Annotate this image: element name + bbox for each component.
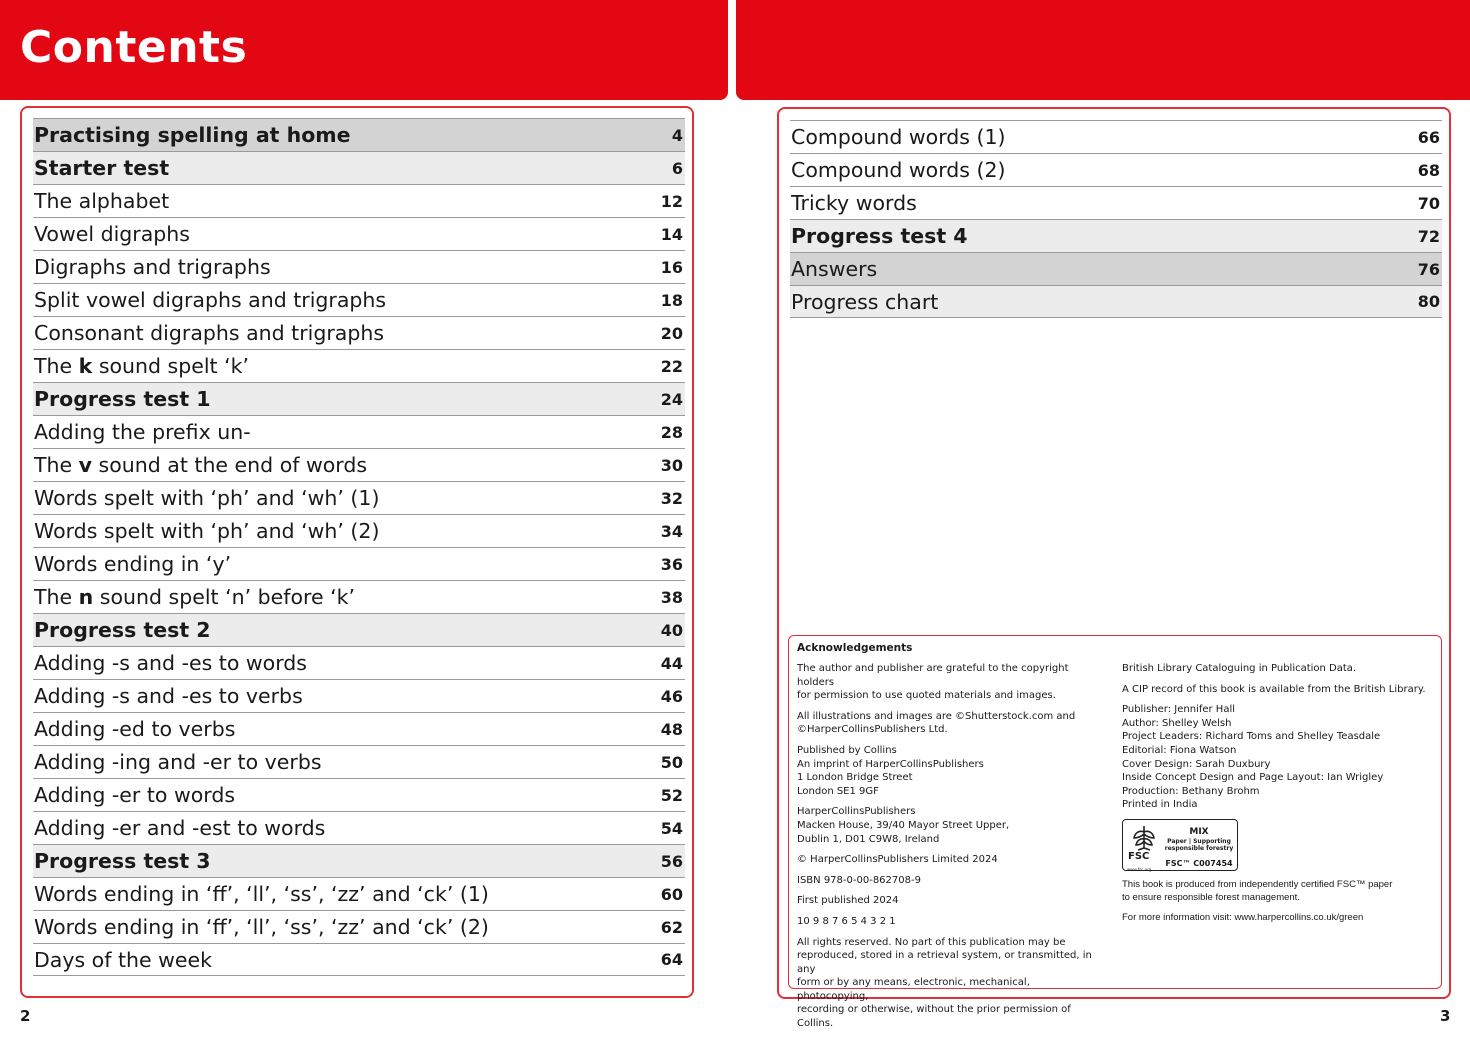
toc-entry — [790, 219, 1442, 252]
toc-entry — [33, 712, 685, 745]
toc-entry-title: The n sound spelt ‘n’ before ‘k’ — [34, 585, 356, 609]
toc-entry-title: The v sound at the end of words — [34, 453, 368, 477]
toc-entry-title: Adding -ed to verbs — [34, 717, 236, 741]
toc-entry-title: Adding -s and -es to words — [34, 651, 307, 675]
toc-entry-page: 72 — [1417, 226, 1440, 246]
toc-entry — [33, 349, 685, 382]
toc-entry — [33, 481, 685, 514]
toc-entry — [33, 646, 685, 679]
toc-entry-page: 34 — [660, 521, 683, 541]
toc-entry — [33, 118, 685, 151]
toc-list-left — [33, 118, 685, 976]
toc-entry-page: 80 — [1417, 292, 1440, 311]
toc-entry-page: 22 — [660, 356, 683, 376]
header-banner-right — [736, 0, 1470, 100]
toc-entry — [33, 283, 685, 316]
toc-entry-title: Words ending in ‘y’ — [34, 552, 232, 576]
toc-entry-title: Adding -er and -est to words — [34, 816, 326, 840]
acknowledgements-title: Acknowledgements — [797, 642, 913, 654]
toc-entry-page: 36 — [660, 554, 683, 574]
page-number-right: 3 — [1440, 1007, 1451, 1025]
contents-panel-right — [777, 107, 1451, 1030]
toc-entry-title: Practising spelling at home — [34, 123, 351, 147]
toc-entry-page: 62 — [660, 917, 683, 937]
toc-entry-title: Answers — [791, 257, 878, 281]
toc-entry-title: Starter test — [34, 156, 170, 180]
toc-entry-page: 60 — [660, 884, 683, 904]
toc-entry-page: 76 — [1417, 259, 1440, 279]
toc-entry — [33, 844, 685, 877]
toc-entry — [33, 448, 685, 481]
toc-entry-page: 24 — [660, 389, 683, 409]
toc-entry-title: Compound words (2) — [791, 158, 1006, 182]
toc-entry — [33, 382, 685, 415]
toc-entry-title: Adding the prefix un- — [34, 420, 251, 444]
toc-entry — [790, 120, 1442, 153]
toc-entry — [790, 186, 1442, 219]
ack-paragraph: ISBN 978-0-00-862708-9 — [797, 874, 921, 886]
toc-entry-title: Words spelt with ‘ph’ and ‘wh’ (2) — [34, 519, 380, 543]
toc-entry-page: 52 — [660, 785, 683, 805]
toc-entry-title: Words ending in ‘ff’, ‘ll’, ‘ss’, ‘zz’ and ‘ck’ (1) — [34, 882, 489, 906]
toc-entry — [33, 778, 685, 811]
toc-entry — [790, 252, 1442, 285]
toc-entry — [33, 745, 685, 778]
toc-list-right — [790, 120, 1442, 318]
toc-entry-page: 20 — [660, 323, 683, 343]
ack-paragraph: HarperCollinsPublishers Macken House, 39/40 Mayor Street Upper, Dublin 1, D01 C9W8, Ireland — [797, 806, 1010, 845]
toc-entry — [33, 580, 685, 613]
page-title: Contents — [20, 22, 248, 73]
toc-entry — [33, 811, 685, 844]
toc-entry-page: 56 — [660, 851, 683, 871]
toc-entry-page: 44 — [660, 653, 683, 673]
toc-entry — [790, 153, 1442, 186]
toc-entry-title: Days of the week — [34, 947, 212, 972]
fsc-label: FSC — [1128, 850, 1150, 862]
toc-entry-page: 48 — [660, 719, 683, 739]
toc-entry-page: 70 — [1417, 193, 1440, 213]
toc-entry-title: Words ending in ‘ff’, ‘ll’, ‘ss’, ‘zz’ and ‘ck’ (2) — [34, 915, 489, 939]
acknowledgements-box — [788, 635, 1442, 1030]
toc-entry-page: 64 — [660, 950, 683, 969]
toc-entry-title: Adding -s and -es to verbs — [34, 684, 303, 708]
toc-entry — [33, 877, 685, 910]
fsc-site: www.fsc.org — [1127, 866, 1152, 872]
ack-paragraph: British Library Cataloguing in Publication Data. — [1122, 663, 1357, 674]
toc-entry-page: 16 — [660, 257, 683, 277]
contents-panel-left — [20, 106, 694, 998]
toc-entry — [33, 679, 685, 712]
ack-paragraph: All rights reserved. No part of this publication may be reproduced, stored in a retrieval system, or transmitted, in any form or by any means, electronic, mechanical, photocopying, recording or otherwise, without the prior permission of Collins. — [797, 936, 1092, 1030]
toc-entry-page: 46 — [660, 686, 683, 706]
toc-entry-page: 66 — [1417, 127, 1440, 147]
toc-entry — [33, 613, 685, 646]
fsc-notes — [1122, 878, 1437, 924]
ack-paragraph: The author and publisher are grateful to the copyright holders for permission to use quoted materials and images. — [797, 663, 1069, 702]
ack-paragraph: A CIP record of this book is available from the British Library. — [1122, 683, 1426, 695]
toc-entry-title: The alphabet — [34, 189, 170, 213]
toc-entry — [33, 910, 685, 943]
toc-entry-title: Progress chart — [791, 289, 939, 314]
toc-entry-page: 32 — [660, 488, 683, 508]
ack-paragraph: First published 2024 — [797, 895, 899, 907]
toc-entry-page: 68 — [1417, 160, 1440, 180]
toc-entry-page: 30 — [660, 455, 683, 475]
toc-entry-page: 40 — [660, 620, 683, 640]
toc-entry — [33, 943, 685, 976]
credits-block — [1122, 662, 1437, 812]
fsc-mix: MIX — [1189, 826, 1209, 837]
ack-paragraph: 10 9 8 7 6 5 4 3 2 1 — [797, 915, 896, 927]
fsc-note-paragraph: This book is produced from independently certified FSC™ paper to ensure responsible forest management. — [1122, 878, 1393, 903]
toc-entry-title: Vowel digraphs — [34, 222, 190, 246]
toc-entry-title: Progress test 2 — [34, 618, 211, 642]
toc-entry — [33, 316, 685, 349]
toc-entry — [33, 250, 685, 283]
toc-entry — [33, 217, 685, 250]
toc-entry — [790, 285, 1442, 318]
toc-entry — [33, 514, 685, 547]
fsc-logo — [1122, 819, 1238, 871]
toc-entry-title: Digraphs and trigraphs — [34, 255, 271, 279]
toc-entry-title: Words spelt with ‘ph’ and ‘wh’ (1) — [34, 486, 380, 510]
ack-paragraph: All illustrations and images are ©Shutterstock.com and ©HarperCollinsPublishers Ltd. — [797, 710, 1076, 736]
toc-entry-page: 54 — [660, 818, 683, 838]
toc-entry-page: 12 — [660, 191, 683, 211]
toc-entry-title: Adding -ing and -er to verbs — [34, 750, 322, 774]
ack-paragraph: © HarperCollinsPublishers Limited 2024 — [797, 854, 998, 866]
toc-entry-title: Compound words (1) — [791, 125, 1006, 149]
toc-entry — [33, 547, 685, 580]
toc-entry — [33, 184, 685, 217]
toc-entry-page: 18 — [660, 290, 683, 310]
toc-entry-title: Split vowel digraphs and trigraphs — [34, 288, 387, 312]
toc-entry — [33, 415, 685, 448]
fsc-subtitle: Paper | Supporting responsible forestry — [1164, 837, 1234, 852]
toc-entry-title: Progress test 4 — [791, 224, 968, 248]
ack-paragraph: Publisher: Jennifer Hall Author: Shelley Welsh Project Leaders: Richard Toms and Shelley Teasdale Editorial: Fiona Watson Cover Design: Sarah Duxbury Inside Concept Design and Page Layout: Ian Wrigley Production: Bethany Brohm Printed in India — [1122, 704, 1384, 811]
toc-entry-title: Consonant digraphs and trigraphs — [34, 321, 385, 345]
toc-entry-page: 50 — [660, 752, 683, 772]
page-number-left: 2 — [20, 1007, 31, 1025]
toc-entry-title: Progress test 1 — [34, 387, 211, 411]
acknowledgements-right-column — [1122, 662, 1437, 931]
fsc-note-paragraph: For more information visit: www.harpercollins.co.uk/green — [1122, 911, 1364, 923]
toc-entry — [33, 151, 685, 184]
toc-entry-title: Tricky words — [791, 191, 917, 215]
toc-entry-title: The k sound spelt ‘k’ — [34, 354, 250, 378]
toc-entry-title: Adding -er to words — [34, 783, 236, 807]
toc-entry-page: 38 — [660, 587, 683, 607]
toc-entry-page: 6 — [671, 158, 683, 178]
toc-entry-page: 14 — [660, 224, 683, 244]
ack-paragraph: Published by Collins An imprint of HarperCollinsPublishers 1 London Bridge Street London SE1 9GF — [797, 744, 984, 797]
toc-entry-page: 4 — [671, 125, 683, 145]
fsc-code: FSC™ C007454 — [1165, 858, 1233, 868]
acknowledgements-left-column — [797, 662, 1097, 1038]
toc-entry-page: 28 — [660, 422, 683, 442]
toc-entry-title: Progress test 3 — [34, 849, 211, 873]
